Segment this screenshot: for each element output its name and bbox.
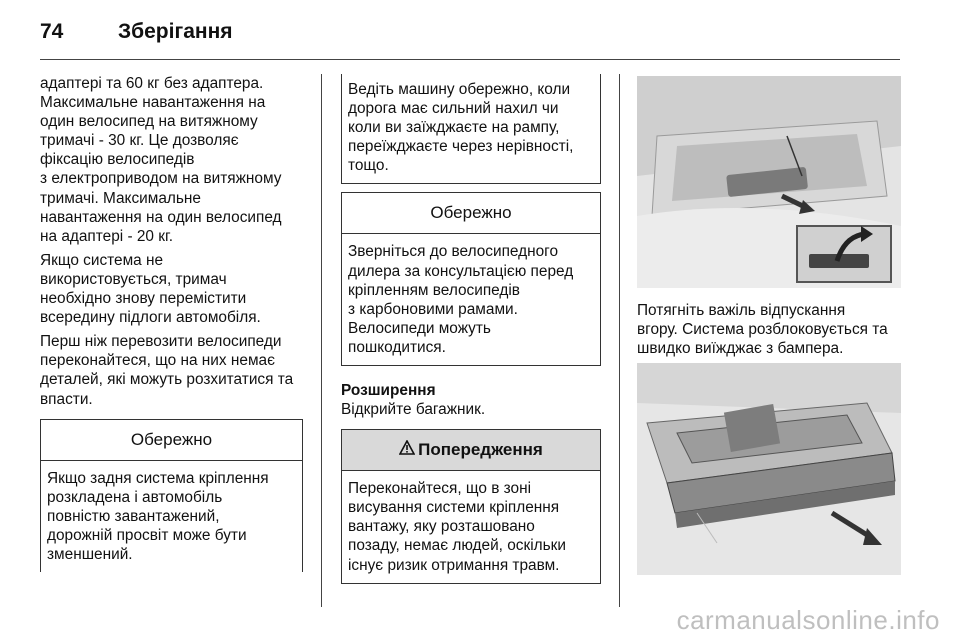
warning-header xyxy=(342,430,600,471)
column-middle xyxy=(341,74,601,584)
warning-text: Переконайтеся, що в зоні висування системи кріплення вантажу, яку розташовано позаду, немає людей, оскільки існує ризик отримання травм. xyxy=(348,480,566,574)
column-left xyxy=(40,74,303,572)
paragraph-storage: Якщо система не використовується, тримач необхідно знову перемістити всередину підлоги автомобіля. xyxy=(40,251,261,327)
page-number: 74 xyxy=(40,20,64,43)
watermark: carmanualsonline.info xyxy=(676,605,940,635)
photo-caption xyxy=(637,301,907,358)
caution-continued-text: Ведіть машину обережно, коли дорога має сильний нахил чи коли ви заїжджаєте на рампу, переїжджаєте через нерівності, тощо. xyxy=(348,81,574,175)
warning-title: Попередження xyxy=(418,440,543,460)
caution-box-carbon xyxy=(341,192,601,366)
caution-title: Обережно xyxy=(342,193,600,234)
paragraph-check-bikes: Перш ніж перевозити велосипеди переконайтеся, що на них немає деталей, які можуть розхитатися та впасти. xyxy=(40,333,294,408)
caption-text: Потягніть важіль відпускання вгору. Система розблоковується та швидко виїжджає з бампера. xyxy=(637,302,888,358)
warning-box xyxy=(341,429,601,583)
caution-box-clearance xyxy=(40,419,303,572)
caution-body xyxy=(41,461,302,572)
caution-text: Якщо задня система кріплення розкладена і автомобіль повністю завантажений, дорожній просвіт може бути зменшений. xyxy=(47,469,269,563)
caution-title: Обережно xyxy=(41,420,302,461)
warning-triangle-icon xyxy=(399,430,415,470)
photo-extended-carrier xyxy=(637,363,901,575)
column-divider xyxy=(321,74,322,607)
extension-heading: Розширення xyxy=(341,382,436,400)
caution-box-continued xyxy=(341,74,601,184)
column-divider xyxy=(619,74,620,607)
photo-release-lever xyxy=(637,76,901,288)
page-header xyxy=(0,0,960,62)
paragraph-load-limits: адаптері та 60 кг без адаптера. Максимальне навантаження на один велосипед на витяжному тримачі - 30 кг. Це дозволяє фіксацію велосипедів з електроприводом на витяжному тримачі. Максимальне навантаження на один велосипед на адаптері - 20 кг. xyxy=(40,75,282,245)
header-divider xyxy=(40,59,900,60)
section-title: Зберігання xyxy=(118,20,233,43)
caution-text: Зверніться до велосипедного дилера за консультацією перед кріпленням велосипедів з карбоновими рамами. Велосипеди можуть пошкодитися. xyxy=(348,243,574,356)
extension-text: Відкрийте багажник. xyxy=(341,401,486,419)
